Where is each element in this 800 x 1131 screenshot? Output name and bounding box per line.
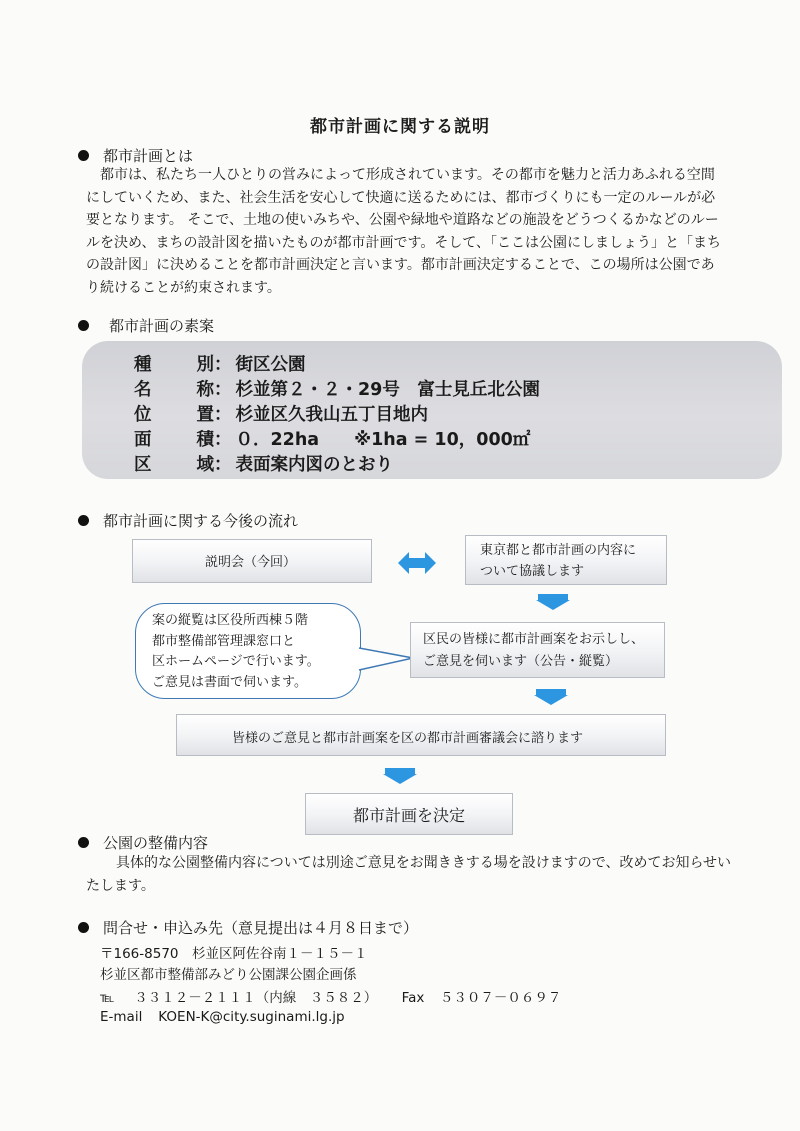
speech-bubble-viewing-info bbox=[135, 603, 361, 699]
draft-row-type: 種 別 ： 街区公園 bbox=[134, 355, 306, 375]
bullet-icon bbox=[78, 150, 89, 161]
flow-box-label: 皆様のご意見と都市計画案を区の都市計画審議会に諮ります bbox=[232, 731, 584, 746]
flow-box-label: 都市計画を決定 bbox=[352, 806, 465, 825]
bubble-line: 区ホームページで行います。 bbox=[152, 654, 320, 669]
paragraph-line: 都市は、私たち一人ひとりの営みによって形成されています。その都市を魅力と活力あふれる空間 bbox=[100, 167, 715, 183]
speech-bubble-tail bbox=[358, 644, 414, 674]
fax-label: Fax bbox=[401, 990, 425, 1006]
arrow-down-icon bbox=[534, 689, 568, 705]
section-heading-park bbox=[78, 832, 208, 853]
paragraph-line: り続けることが約束されます。 bbox=[86, 279, 281, 296]
flow-box-public bbox=[410, 622, 665, 678]
section-heading-label: 問合せ・申込み先（意見提出は４月８日まで） bbox=[103, 919, 419, 937]
arrow-down-icon bbox=[383, 768, 417, 784]
section-heading-label: 都市計画に関する今後の流れ bbox=[103, 512, 299, 530]
draft-row-location: 位 置 ： 杉並区久我山五丁目地内 bbox=[134, 405, 428, 425]
double-arrow-icon bbox=[398, 552, 436, 574]
bubble-line: 案の縦覧は区役所西棟５階 bbox=[152, 613, 309, 628]
flow-box-label: 区民の皆様に都市計画案をお示しし、 bbox=[423, 632, 645, 647]
email-label: E-mail bbox=[100, 1009, 143, 1025]
phone-line bbox=[100, 986, 561, 1006]
section-heading-label: 公園の整備内容 bbox=[103, 834, 209, 852]
section-heading-label: 都市計画とは bbox=[103, 147, 194, 165]
email-address[interactable]: KOEN-K@city.suginami.lg.jp bbox=[158, 1009, 345, 1025]
bullet-icon bbox=[78, 922, 89, 933]
bullet-icon bbox=[78, 837, 89, 848]
flow-box-final bbox=[305, 793, 513, 835]
paragraph-line: にしていくため、また、社会生活を安心して快適に送るためには、都市づくりにも一定のルールが必 bbox=[86, 189, 716, 206]
postal-address: 〒166‐8570 杉並区阿佐谷南１－１５－１ bbox=[100, 946, 368, 962]
bubble-line: 都市整備部管理課窓口と bbox=[152, 633, 296, 649]
fax-number: ５３０７－０６９７ bbox=[439, 990, 562, 1006]
department-name: 杉並区都市整備部みどり公園課公園企画係 bbox=[100, 967, 357, 983]
arrow-down-icon bbox=[536, 594, 570, 610]
flow-box-label: 東京都と都市計画の内容に bbox=[480, 543, 637, 558]
draft-row-area: 面 積 ： ０．22ha ※1ha = 10，000㎡ bbox=[134, 430, 531, 450]
flow-box-meeting bbox=[132, 539, 372, 583]
paragraph-line: 要となります。 そこで、土地の使いみちや、公園や緑地や道路などの施設をどうつくるかなどのルー bbox=[86, 212, 719, 228]
email-line bbox=[100, 1009, 345, 1025]
flow-box-council bbox=[176, 714, 666, 756]
bullet-icon bbox=[78, 320, 89, 331]
section-heading-about bbox=[78, 145, 193, 166]
section-heading-contact bbox=[78, 917, 418, 938]
page-title: 都市計画に関する説明 bbox=[310, 117, 490, 137]
paragraph-line: ルを決め、まちの設計図を描いたものが都市計画です。そして、「ここは公園にしましょう」と「まち bbox=[86, 234, 722, 251]
paragraph-line: たします。 bbox=[86, 877, 155, 894]
bullet-icon bbox=[78, 515, 89, 526]
paragraph-line: 具体的な公園整備内容については別途ご意見をお聞ききする場を設けますので、改めてお知らせい bbox=[116, 855, 732, 871]
section-heading-draft bbox=[78, 315, 214, 336]
tel-label: ℡ bbox=[100, 990, 115, 1006]
section-heading-flow bbox=[78, 510, 298, 531]
flow-box-label: 説明会（今回） bbox=[205, 555, 297, 570]
paragraph-line: の設計図」に決めることを都市計画決定と言います。都市計画決定することで、この場所は公園であ bbox=[86, 257, 715, 273]
tel-number: ３３１２－２１１１（内線 ３５８２） bbox=[134, 990, 378, 1006]
draft-row-name: 名 称 ： 杉並第２・２・29号 富士見丘北公園 bbox=[134, 380, 540, 400]
flow-box-label: ついて協議します bbox=[480, 564, 585, 579]
park-paragraph bbox=[86, 852, 766, 897]
draft-row-zone: 区 域 ： 表面案内図のとおり bbox=[134, 455, 393, 475]
section-heading-label: 都市計画の素案 bbox=[109, 317, 215, 335]
flow-box-tokyo bbox=[465, 535, 667, 585]
flow-box-label: ご意見を伺います（公告・縦覧） bbox=[423, 654, 619, 669]
bubble-line: ご意見は書面で伺います。 bbox=[152, 674, 307, 690]
about-paragraph bbox=[86, 164, 758, 299]
